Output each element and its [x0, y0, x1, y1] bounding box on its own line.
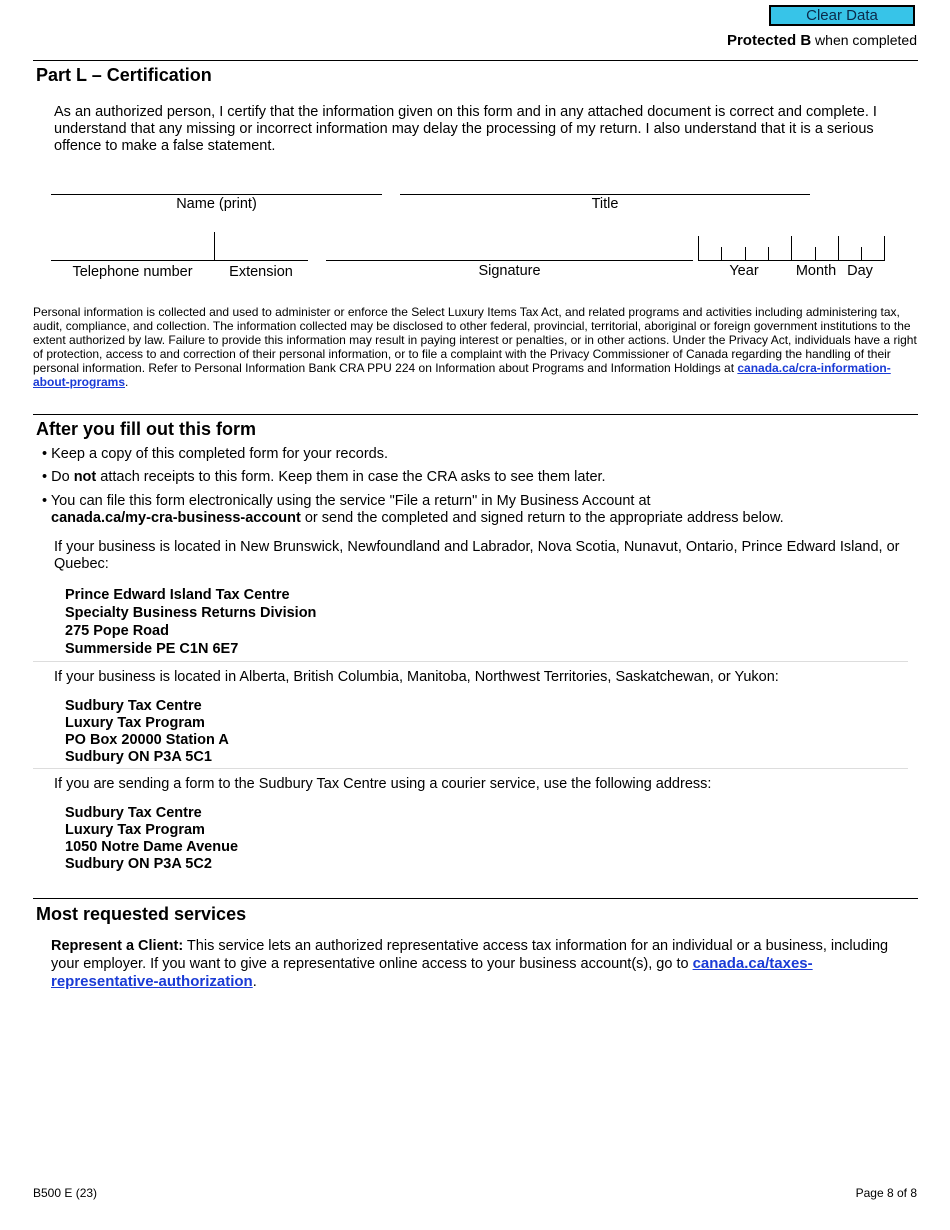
bullet-keep-copy: • Keep a copy of this completed form for your records. — [42, 446, 388, 462]
represent-client-end: . — [252, 974, 257, 990]
date-tick — [745, 247, 746, 260]
privacy-text: Personal information is collected and used to administer or enforce the Select Luxury Items Tax Act, and related programs and activities including administering tax, audit, compliance, and collection. The information collected may be disclosed to other federal, provincial, territorial, aboriginal or foreign government institutions to the extent authorized by law. Failure to provide this information may result in paying interest or penalties, or in other actions. Under the Privacy Act, individuals have a right of protection, access to and correction of their personal information, or to file a complaint with the Privacy Commissioner of Canada regarding the handling of their personal information. Refer to Personal Information Bank CRA PPU 224 on Information about Programs and Information Holdings at — [33, 305, 917, 375]
services-title: Most requested services — [36, 904, 247, 924]
address-line: Sudbury ON P3A 5C1 — [65, 749, 212, 765]
address-sudbury — [65, 698, 229, 766]
bullet2-bold: not — [73, 469, 97, 485]
divider-light — [33, 768, 908, 769]
represent-client-body: This service lets an authorized representative access tax information for an individual or a business, including your employer. If you want to give a representative online access to your business account(s), go to — [51, 938, 889, 972]
address-line: 1050 Notre Dame Avenue — [65, 839, 239, 855]
address-line: Specialty Business Returns Division — [65, 605, 317, 621]
divider — [33, 414, 918, 415]
title-label: Title — [591, 196, 619, 212]
protected-rest: when completed — [811, 32, 917, 48]
date-tick — [791, 236, 792, 260]
date-tick — [721, 247, 722, 260]
address-line: Sudbury Tax Centre — [65, 698, 202, 714]
after-title: After you fill out this form — [36, 419, 256, 439]
date-tick — [768, 247, 769, 260]
certification-statement: As an authorized person, I certify that the information given on this form and in any attached document is correct and complete. I understand that any missing or incorrect information may delay the processing of my return. I also understand that it is a serious offence to make a false statement. — [54, 104, 877, 154]
bullet3-pre: You can file this form electronically using the service "File a return" in My Business Account at — [50, 493, 651, 509]
represent-client-text — [51, 938, 901, 991]
name-line[interactable] — [51, 194, 382, 195]
form-id: B500 E (23) — [33, 1186, 98, 1200]
date-tick — [884, 236, 885, 260]
address-line: Luxury Tax Program — [65, 822, 205, 838]
date-tick — [815, 247, 816, 260]
bullet-file-electronically: • You can file this form electronically using the service "File a return" in My Business Account at — [42, 493, 651, 509]
representative-authorization-link[interactable]: canada.ca/taxes-representative-authorization — [51, 955, 813, 990]
intro-east: If your business is located in New Brunswick, Newfoundland and Labrador, Nova Scotia, Nunavut, Ontario, Prince Edward Island, or Quebec: — [54, 539, 900, 572]
address-courier — [65, 805, 238, 873]
privacy-end: . — [125, 375, 129, 389]
address-line: Sudbury Tax Centre — [65, 805, 202, 821]
signature-label: Signature — [478, 263, 541, 279]
address-line: Luxury Tax Program — [65, 715, 205, 731]
represent-client-bold: Represent a Client: — [51, 938, 184, 954]
address-pei — [65, 586, 316, 658]
privacy-notice — [33, 305, 918, 389]
intro-courier: If you are sending a form to the Sudbury Tax Centre using a courier service, use the following address: — [54, 776, 712, 792]
protected-notice — [727, 32, 917, 49]
date-tick — [698, 236, 699, 260]
telephone-line[interactable] — [51, 260, 308, 261]
divider — [33, 60, 918, 61]
page-number: Page 8 of 8 — [855, 1186, 917, 1200]
address-line: Summerside PE C1N 6E7 — [65, 641, 239, 657]
address-line: 275 Pope Road — [65, 623, 169, 639]
divider — [33, 898, 918, 899]
date-tick — [861, 247, 862, 260]
extension-label: Extension — [229, 264, 293, 280]
bullet3-continued — [51, 510, 911, 527]
date-baseline[interactable] — [698, 260, 885, 261]
bullet2-post: attach receipts to this form. Keep them in case the CRA asks to see them later. — [96, 469, 606, 485]
day-label: Day — [847, 263, 873, 279]
bullet2-pre: Do — [51, 469, 74, 485]
date-tick — [838, 236, 839, 260]
address-line: Prince Edward Island Tax Centre — [65, 587, 290, 603]
month-label: Month — [795, 263, 837, 279]
telephone-divider — [214, 232, 215, 260]
year-label: Year — [729, 263, 759, 279]
signature-line[interactable] — [326, 260, 693, 261]
bullet1-text: Keep a copy of this completed form for your records. — [51, 446, 388, 462]
bullet-receipts: • Do not attach receipts to this form. Keep them in case the CRA asks to see them later. — [42, 469, 606, 485]
business-account-link[interactable]: canada.ca/my-cra-business-account — [51, 510, 301, 526]
protected-bold: Protected B — [726, 32, 812, 49]
telephone-label: Telephone number — [72, 264, 193, 280]
privacy-link[interactable]: canada.ca/cra-information-about-programs — [33, 361, 891, 389]
address-line: Sudbury ON P3A 5C2 — [65, 856, 212, 872]
part-l-title: Part L – Certification — [36, 65, 212, 85]
clear-data-button[interactable]: Clear Data — [769, 5, 915, 26]
intro-west: If your business is located in Alberta, British Columbia, Manitoba, Northwest Territories, Saskatchewan, or Yukon: — [54, 669, 779, 685]
divider-light — [33, 661, 908, 662]
bullet3-post: or send the completed and signed return to the appropriate address below. — [300, 510, 784, 526]
address-line: PO Box 20000 Station A — [65, 732, 229, 748]
title-line[interactable] — [400, 194, 810, 195]
name-label: Name (print) — [176, 196, 257, 212]
